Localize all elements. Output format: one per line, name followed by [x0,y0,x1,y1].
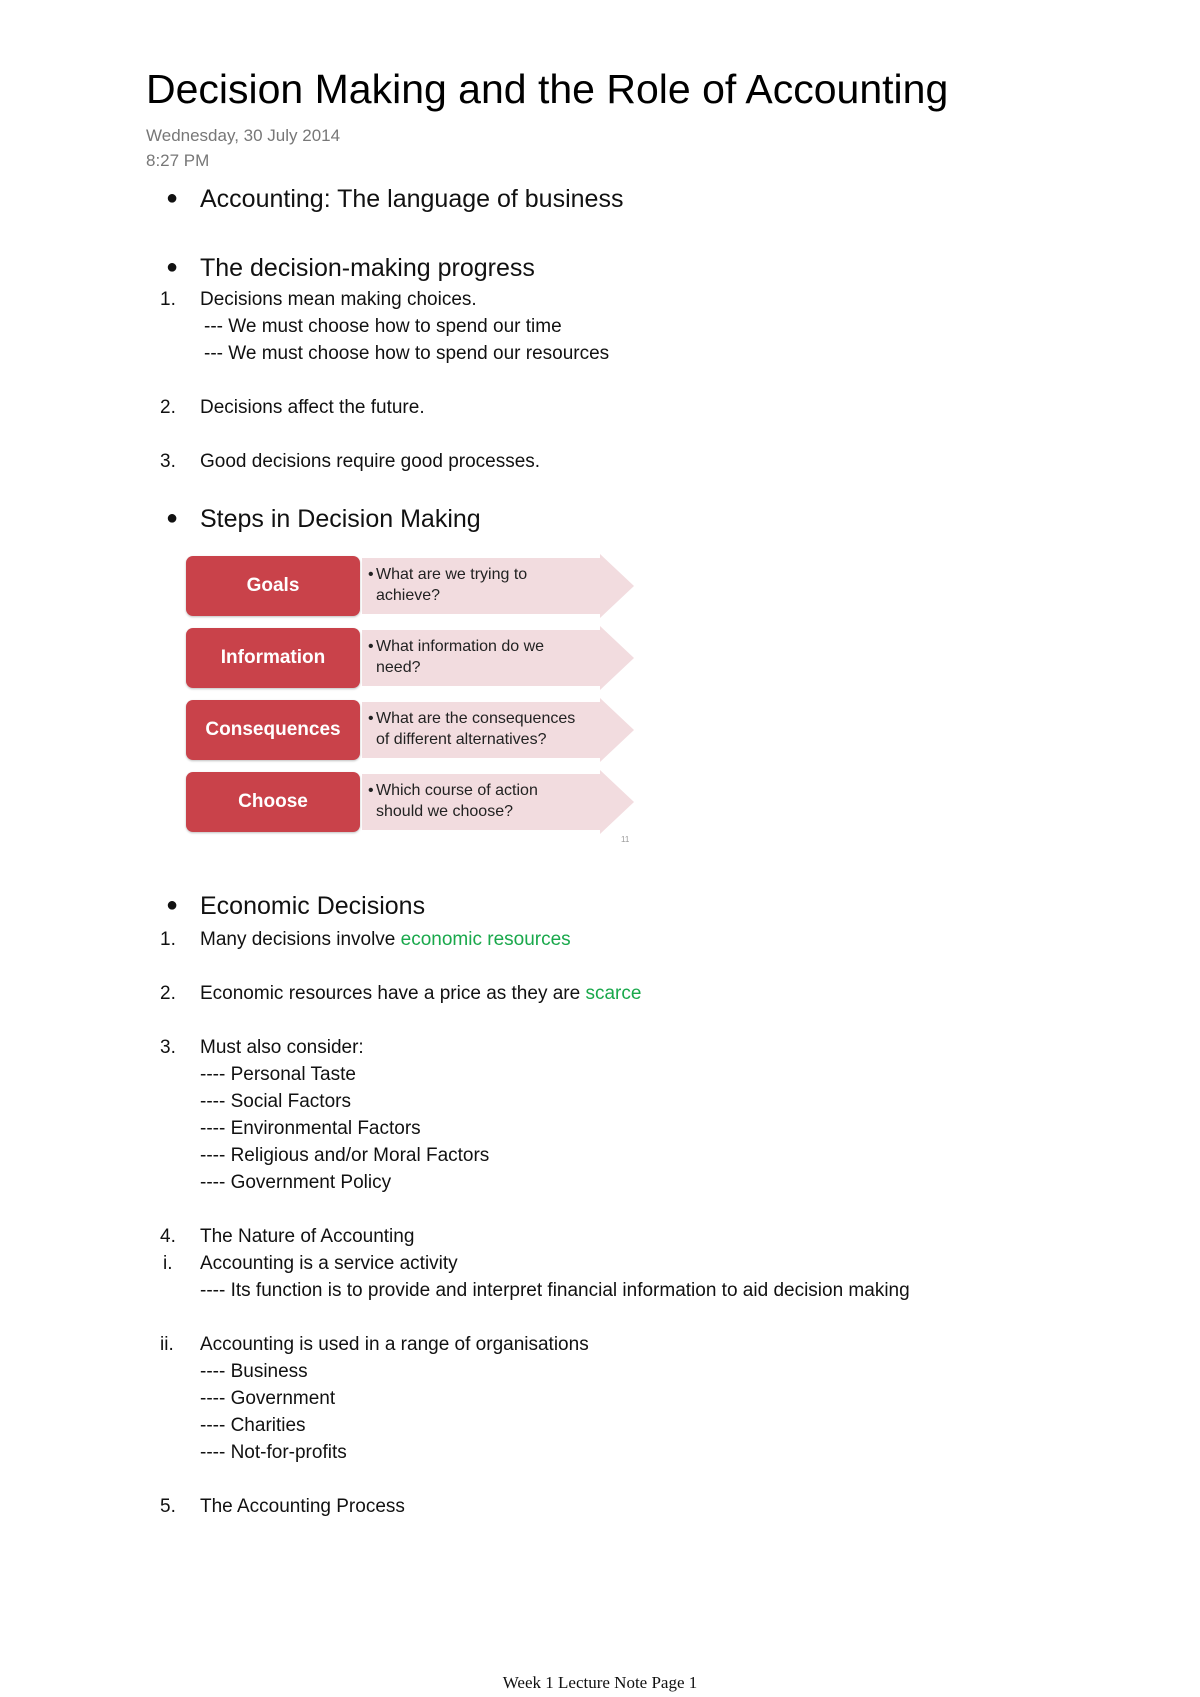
list-number: i. [163,1253,173,1274]
list-number: 2. [160,983,176,1004]
page-time: 8:27 PM [146,151,210,170]
page-title: Decision Making and the Role of Accounting [146,66,949,112]
highlight-text: economic resources [400,929,571,950]
step-question: • What information do we need? [368,638,545,676]
list-item: The Accounting Process [200,1496,405,1517]
decision-steps-diagram [184,554,634,844]
step-label: Choose [186,772,360,832]
list-number: 5. [160,1496,176,1517]
sub-item: ---- Charities [200,1415,306,1436]
step-goals [184,554,634,618]
list-number: 1. [160,289,176,310]
step-label: Consequences [186,700,360,760]
bullet-decision-progress-text: The decision-making progress [200,254,535,282]
list-item: Accounting is used in a range of organisations [200,1334,589,1355]
step-consequences [184,698,634,762]
step-question: • What are we trying to achieve? [368,566,528,604]
sub-item: --- We must choose how to spend our resources [204,343,610,364]
step-label: Information [186,628,360,688]
step-choose [184,770,634,834]
step-question: • What are the consequences of different alternatives? [368,710,576,748]
bullet-icon: ● [166,507,179,529]
bullet-decision-progress [166,254,535,283]
sub-item: ---- Business [200,1361,308,1382]
step-information [184,626,634,690]
sub-item: ---- Not-for-profits [200,1442,347,1463]
sub-item: ---- Its function is to provide and interpret financial information to aid decision making [200,1280,910,1301]
list-item: Good decisions require good processes. [200,451,541,472]
list-number: 2. [160,397,176,418]
sub-item: ---- Government Policy [200,1172,392,1193]
sub-item: ---- Social Factors [200,1091,351,1112]
diagram-mark: 11 [621,835,630,844]
page-footer: Week 1 Lecture Note Page 1 [502,1673,698,1692]
bullet-steps [166,505,481,534]
list-number: 4. [160,1226,176,1247]
bullet-economic [166,892,425,921]
bullet-accounting-text: Accounting: The language of business [200,185,624,213]
list-number: 1. [160,929,176,950]
list-item: Accounting is a service activity [200,1253,458,1274]
list-number: ii. [160,1334,174,1355]
list-item: Decisions mean making choices. [200,289,477,310]
sub-item: ---- Government [200,1388,336,1409]
highlight-text: scarce [585,983,642,1004]
list-item: Must also consider: [200,1037,364,1058]
list-item: Decisions affect the future. [200,397,425,418]
bullet-icon: ● [166,256,179,278]
sub-item: ---- Personal Taste [200,1064,356,1085]
bullet-icon: ● [166,894,179,916]
bullet-economic-text: Economic Decisions [200,892,426,920]
sub-item: ---- Environmental Factors [200,1118,421,1139]
sub-item: --- We must choose how to spend our time [204,316,562,337]
list-number: 3. [160,1037,176,1058]
list-item: The Nature of Accounting [200,1226,415,1247]
step-label: Goals [186,556,360,616]
bullet-accounting [166,185,623,214]
sub-item: ---- Religious and/or Moral Factors [200,1145,490,1166]
bullet-icon: ● [166,187,179,209]
step-question: • Which course of action should we choose? [368,782,538,820]
page-date: Wednesday, 30 July 2014 [146,126,341,145]
list-item: Economic resources have a price as they are scarce [200,983,642,1004]
bullet-steps-text: Steps in Decision Making [200,505,481,533]
list-number: 3. [160,451,176,472]
list-item: Many decisions involve economic resources [200,929,571,950]
